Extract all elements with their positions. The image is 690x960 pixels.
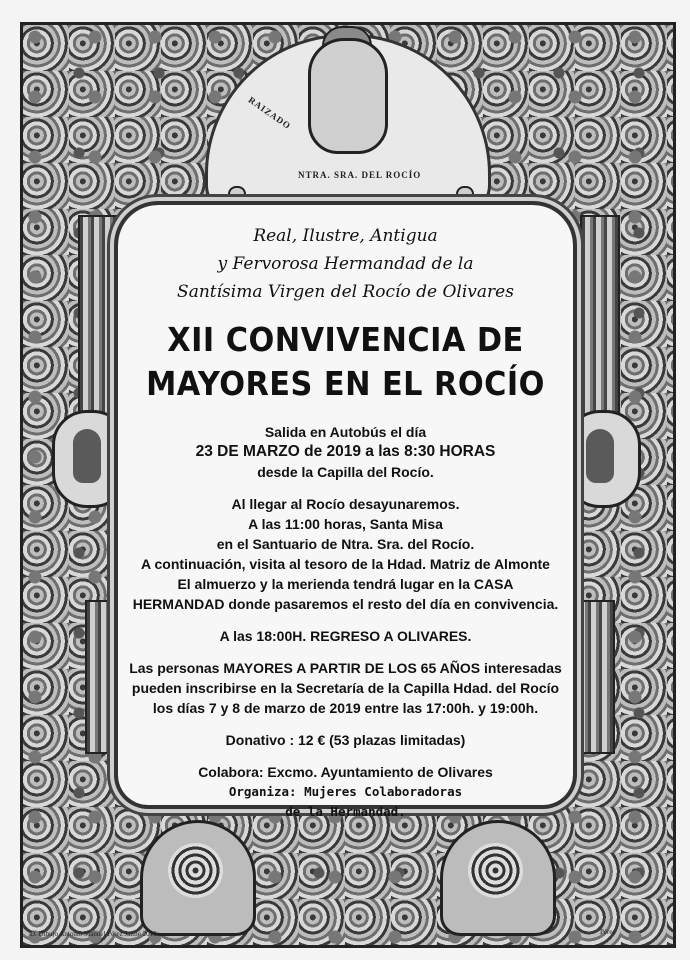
departure-date: 23 DE MARZO de 2019 a las 8:30 HORAS <box>195 443 496 460</box>
registration-line: los días 7 y 8 de marzo de 2019 entre las 17:00h. y 19:00h. <box>152 700 539 716</box>
event-details <box>112 422 579 822</box>
emblem-medallion <box>308 38 388 154</box>
brotherhood-name <box>118 222 573 306</box>
collaborator-info: Colabora: Excmo. Ayuntamiento de Olivares <box>198 764 493 780</box>
brotherhood-line: Real, Ilustre, Antigua <box>253 226 438 246</box>
organizer-line: de la Hermandad. <box>285 804 406 819</box>
organizer-line: Organiza: Mujeres Colaboradoras <box>228 784 463 799</box>
headline-line: XII CONVIVENCIA DE <box>167 320 524 359</box>
return-time: A las 18:00H. REGRESO A OLIVARES. <box>219 628 472 644</box>
artist-credit-right: Pérez <box>600 928 616 936</box>
event-headline <box>136 318 555 406</box>
brotherhood-line: Santísima Virgen del Rocío de Olivares <box>177 282 514 302</box>
registration-line: Las personas MAYORES A PARTIR DE LOS 65 AÑOS interesadas <box>129 660 562 676</box>
schedule-line: Al llegar al Rocío desayunaremos. <box>231 496 460 512</box>
right-column-ornament <box>580 215 620 419</box>
schedule-line: A continuación, visita al tesoro de la Hdad. Matriz de Almonte <box>141 556 550 572</box>
schedule-line: HERMANDAD donde pasaremos el resto del día en convivencia. <box>132 596 559 612</box>
schedule-line: El almuerzo y la merienda tendrá lugar en la CASA <box>177 576 514 592</box>
departure-place: desde la Capilla del Rocío. <box>257 464 434 480</box>
ribbon-text: NTRA. SRA. DEL ROCÍO <box>298 170 422 180</box>
ribbon-text-left: RAIZADO <box>246 94 293 132</box>
left-column-ornament <box>78 215 118 419</box>
right-urn-ornament <box>440 820 556 936</box>
left-urn-ornament <box>140 820 256 936</box>
schedule-line: en el Santuario de Ntra. Sra. del Rocío. <box>216 536 475 552</box>
artist-credit-left: D. Dibujo Antonio Manuel Pérez Jaime 2016 <box>30 930 157 938</box>
donation-info: Donativo : 12 € (53 plazas limitadas) <box>225 732 466 748</box>
registration-line: pueden inscribirse en la Secretaría de la Capilla Hdad. del Rocío <box>131 680 560 696</box>
brotherhood-line: y Fervorosa Hermandad de la <box>217 254 474 274</box>
right-lower-column-ornament <box>575 600 615 754</box>
departure-line: Salida en Autobús el día <box>264 424 427 440</box>
headline-line: MAYORES EN EL ROCÍO <box>146 364 545 403</box>
schedule-line: A las 11:00 horas, Santa Misa <box>248 516 443 532</box>
